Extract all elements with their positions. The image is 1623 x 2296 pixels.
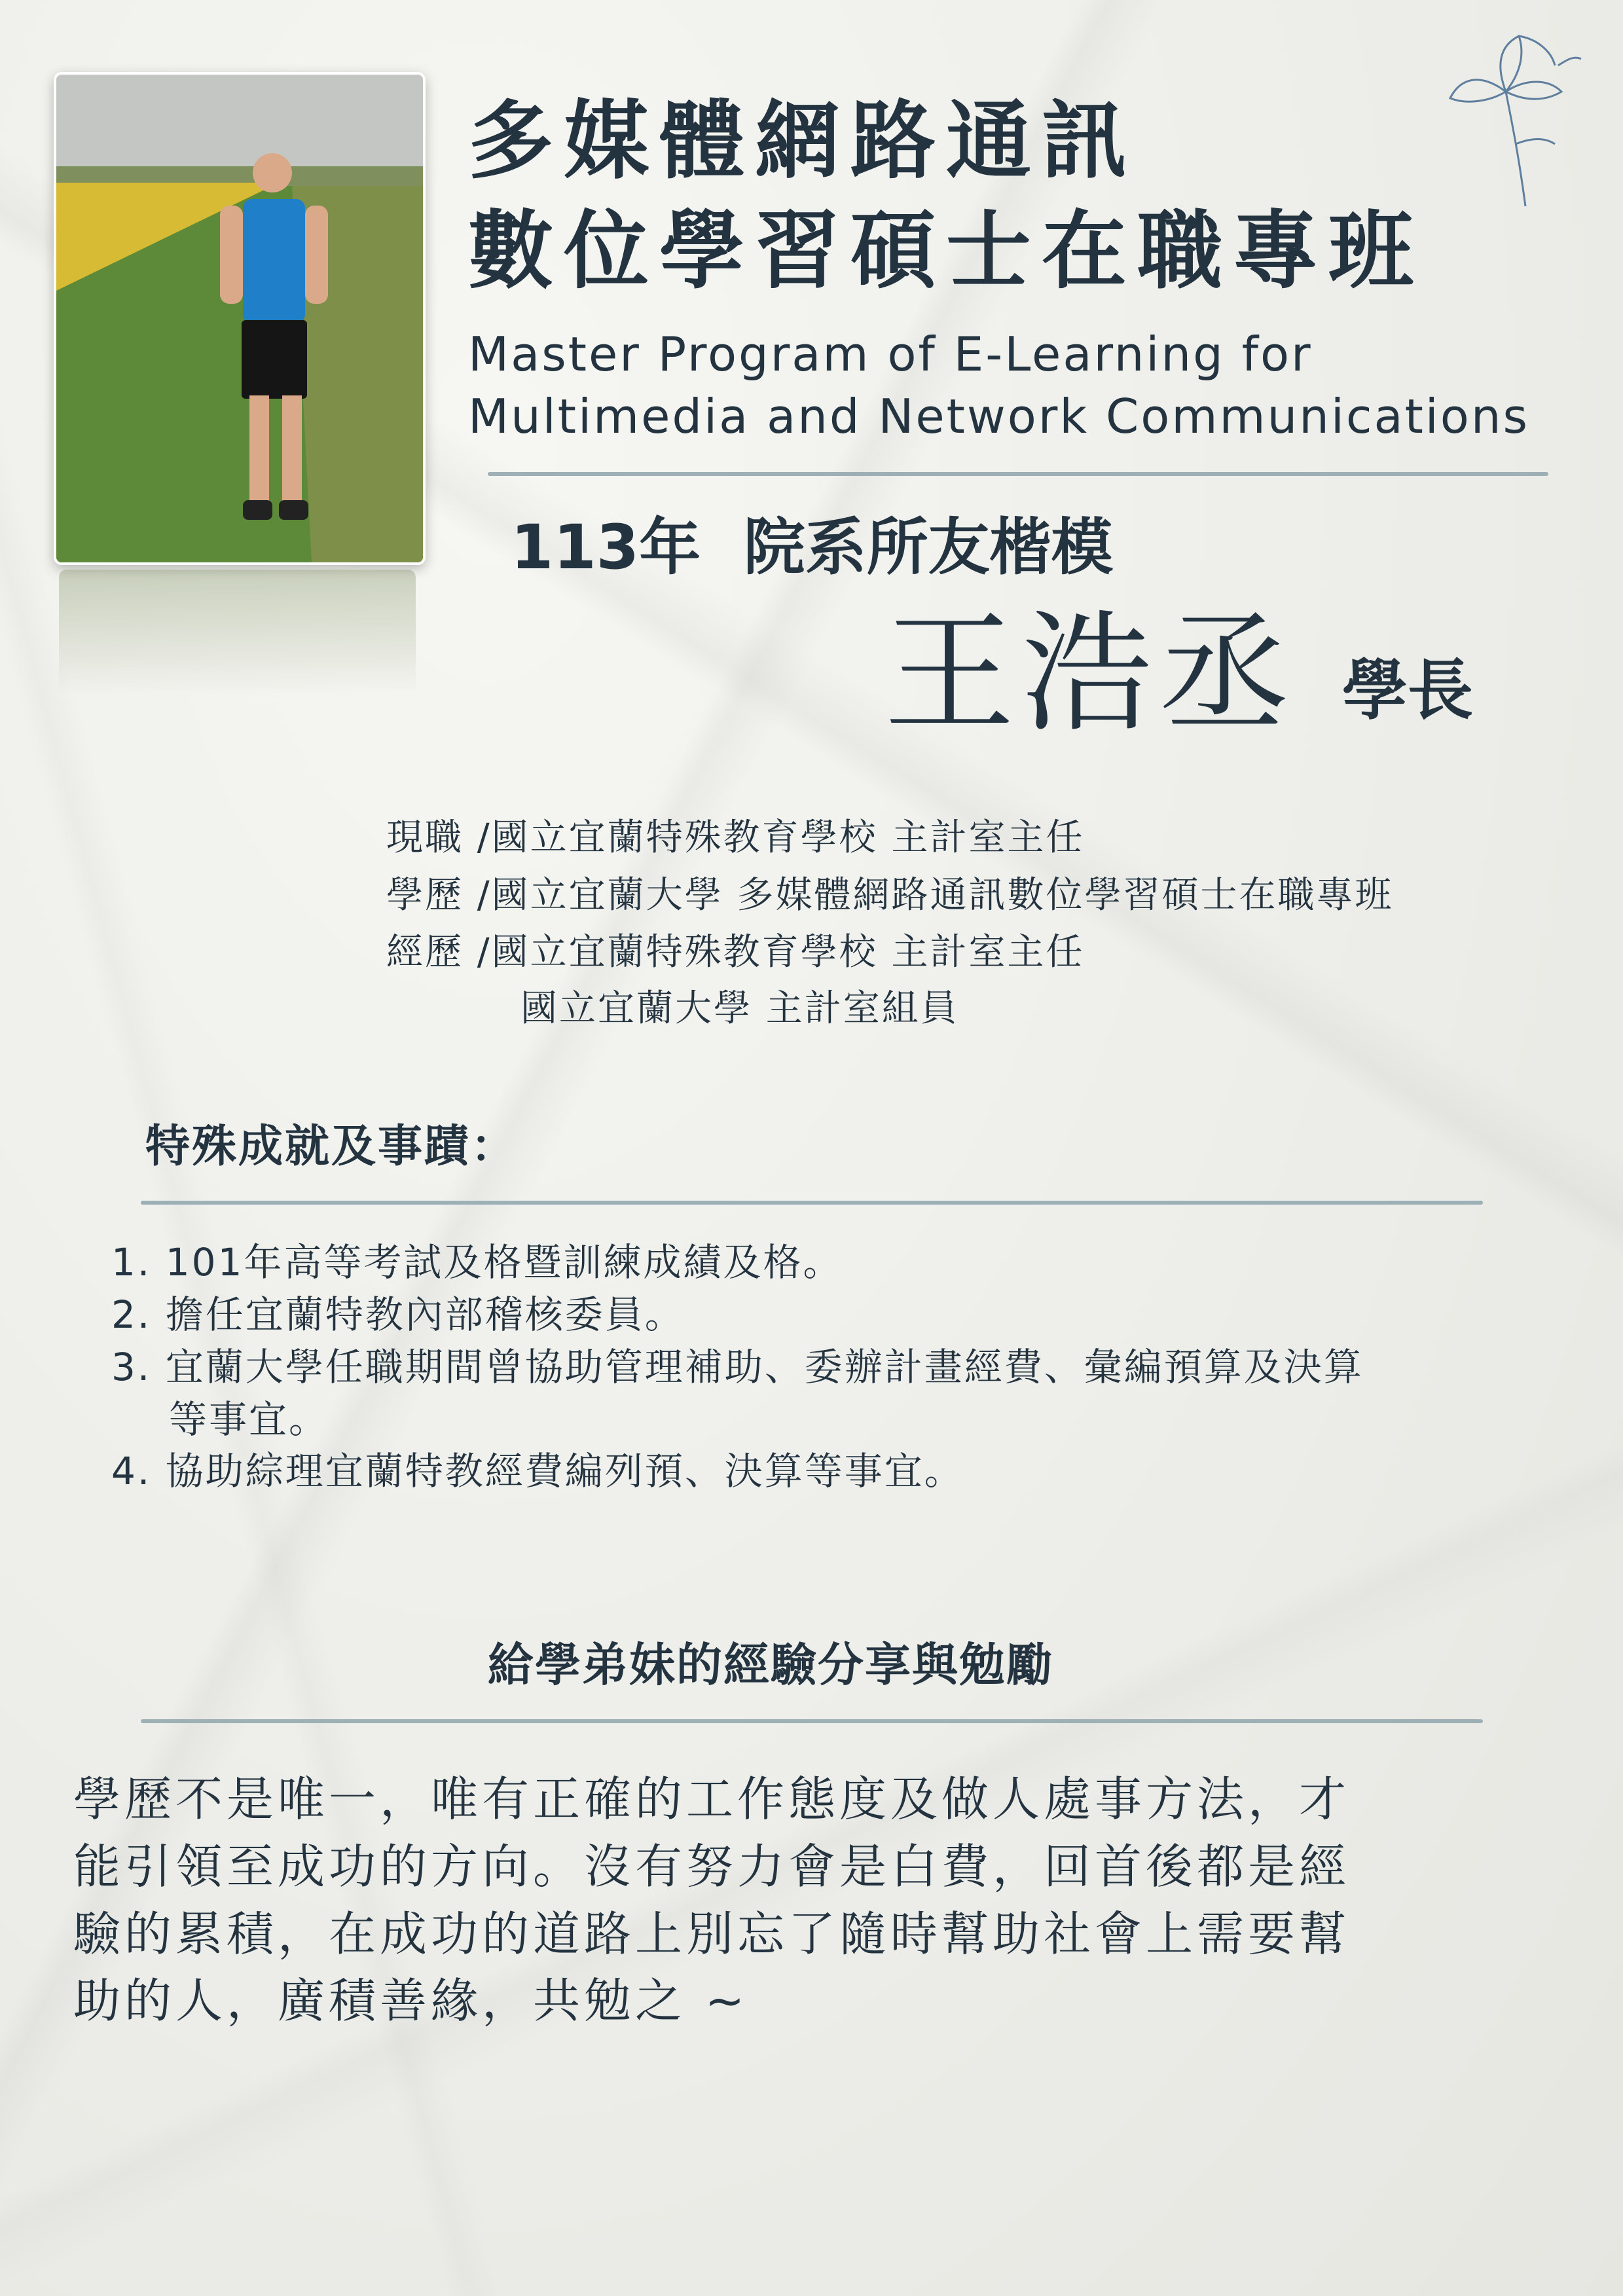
cv-experience-2: 國立宜蘭大學 主計室組員 [520, 987, 959, 1030]
divider [141, 1201, 1483, 1205]
sharing-text-line: 學歷不是唯一，唯有正確的工作態度及做人處事方法，才 [73, 1772, 1351, 1827]
list-item: 1. 101年高等考試及格暨訓練成績及格。 [111, 1240, 843, 1285]
list-item: 4. 協助綜理宜蘭特教經費編列預、決算等事宜。 [111, 1449, 964, 1493]
photo-reflection [59, 570, 416, 694]
flower-decoration-icon [1434, 26, 1584, 210]
sharing-heading: 給學弟妹的經驗分享與勉勵 [488, 1638, 1053, 1692]
cv-experience: 經歷 /國立宜蘭特殊教育學校 主計室主任 [386, 931, 1085, 974]
person-in-field-illustration [56, 75, 423, 562]
divider [141, 1719, 1483, 1723]
program-title-en-line2: Multimedia and Network Communications [468, 389, 1529, 444]
list-item: 2. 擔任宜蘭特教內部稽核委員。 [111, 1292, 685, 1337]
honoree-name: 王浩丞 [884, 598, 1297, 750]
program-title-zh-line1: 多媒體網路通訊 [468, 91, 1138, 191]
list-item-continuation: 等事宜。 [169, 1397, 329, 1442]
sharing-text-line: 能引領至成功的方向。沒有努力會是白費，回首後都是經 [73, 1839, 1351, 1894]
honoree-suffix: 學長 [1342, 652, 1473, 729]
cv-current-position: 現職 /國立宜蘭特殊教育學校 主計室主任 [386, 816, 1085, 859]
program-title-zh-line2: 數位學習碩士在職專班 [468, 201, 1425, 301]
cv-education: 學歷 /國立宜蘭大學 多媒體網路通訊數位學習碩士在職專班 [386, 874, 1394, 917]
program-title-en-line1: Master Program of E-Learning for [468, 327, 1313, 382]
profile-photo [54, 72, 426, 565]
list-item: 3. 宜蘭大學任職期間曾協助管理補助、委辦計畫經費、彙編預算及決算 [111, 1345, 1364, 1389]
honor-title: 113年 院系所友楷模 [511, 512, 1113, 583]
achievements-heading: 特殊成就及事蹟： [145, 1121, 518, 1173]
sharing-text-line: 驗的累積，在成功的道路上別忘了隨時幫助社會上需要幫 [73, 1906, 1351, 1961]
divider [488, 472, 1548, 476]
sharing-text-line: 助的人，廣積善緣，共勉之 ~ [73, 1973, 749, 2028]
